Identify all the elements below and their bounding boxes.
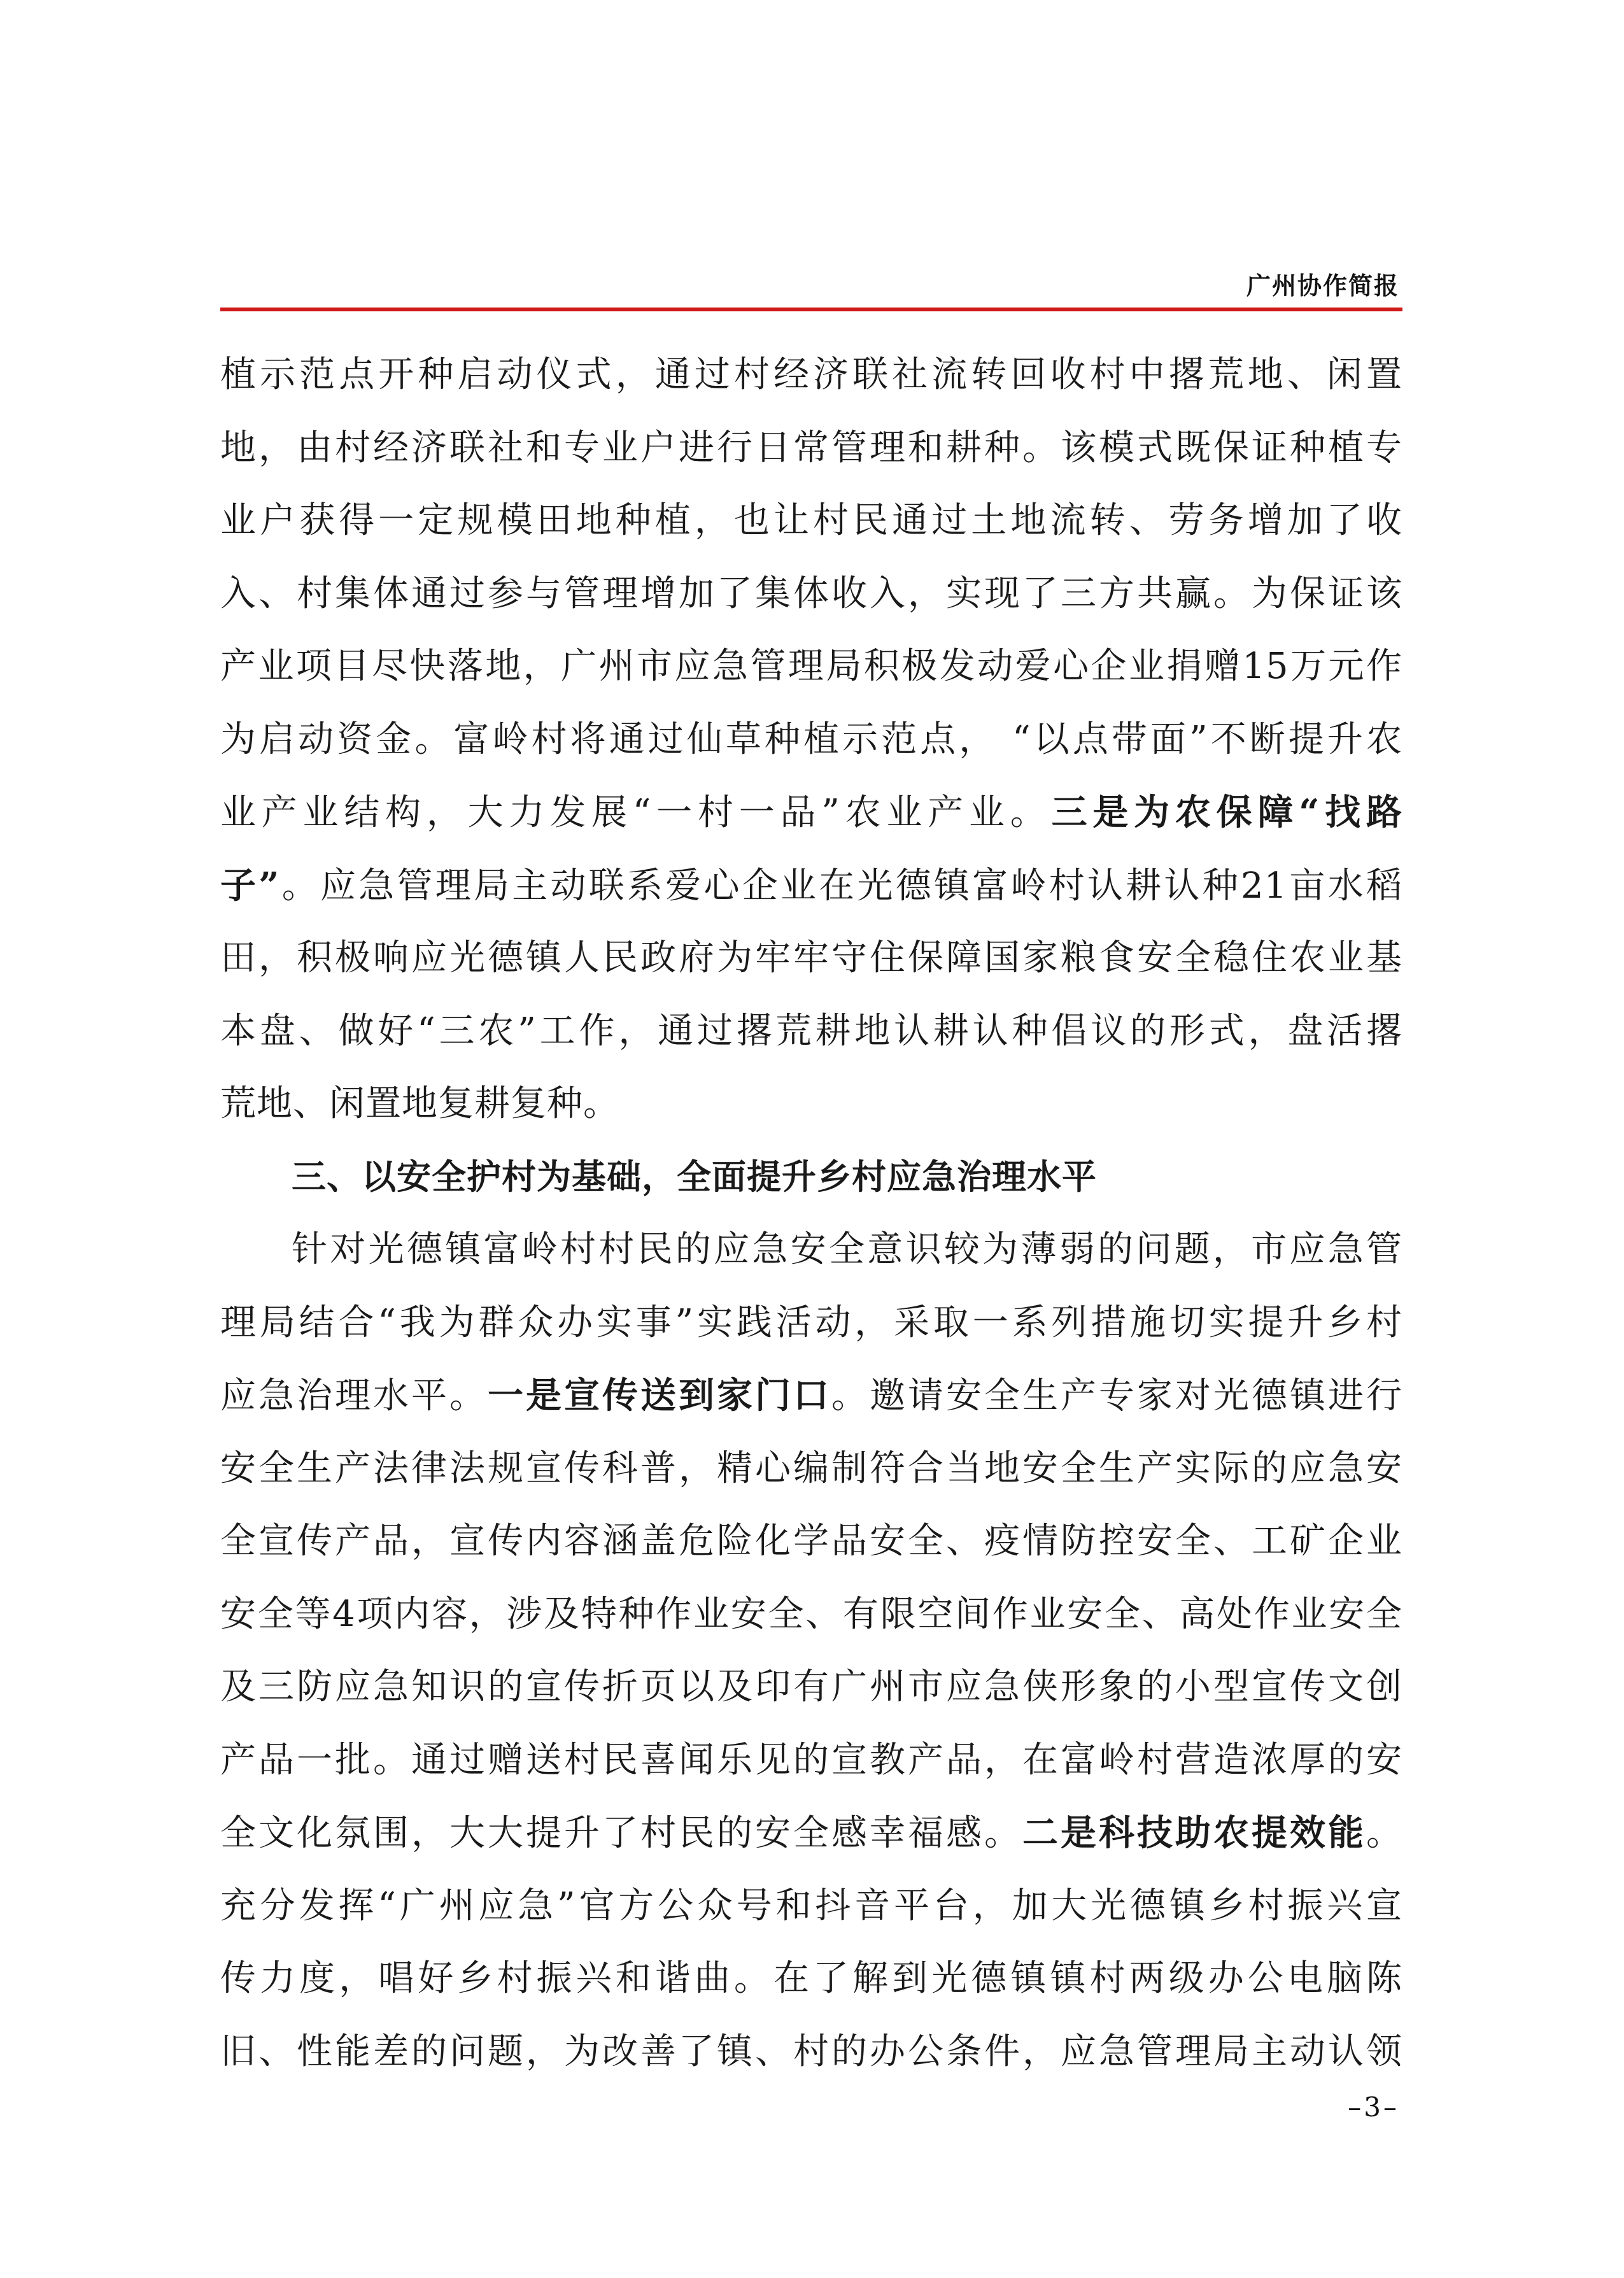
text-line: 安全等4项内容，涉及特种作业安全、有限空间作业安全、高处作业安全	[220, 1593, 1402, 1635]
publication-title: 广州协作简报	[1246, 271, 1399, 300]
text-line: 田，积极响应光德镇人民政府为牢牢守住保障国家粮食安全稳住农业基	[220, 937, 1402, 979]
text-line: 业户获得一定规模田地种植，也让村民通过土地流转、劳务增加了收	[220, 500, 1402, 541]
text-line: 子”。应急管理局主动联系爱心企业在光德镇富岭村认耕认种21亩水稻	[220, 864, 1402, 907]
text-line: 安全生产法律法规宣传科普，精心编制符合当地安全生产实际的应急安	[220, 1447, 1402, 1489]
bold-phrase: 二是科技助农提效能	[1022, 1812, 1366, 1854]
bold-phrase: 子”	[220, 864, 280, 907]
text-line: 针对光德镇富岭村村民的应急安全意识较为薄弱的问题，市应急管	[292, 1229, 1402, 1270]
text-line: 旧、性能差的问题，为改善了镇、村的办公条件，应急管理局主动认领	[220, 2030, 1402, 2072]
text-line: 产品一批。通过赠送村民喜闻乐见的宣教产品，在富岭村营造浓厚的安	[220, 1739, 1402, 1781]
text-line: 植示范点开种启动仪式，通过村经济联社流转回收村中撂荒地、闲置	[220, 354, 1402, 395]
text-line: 业产业结构，大力发展“一村一品”农业产业。三是为农保障“找路	[220, 791, 1402, 833]
article-body	[220, 339, 1402, 2088]
text-line: 本盘、做好“三农”工作，通过撂荒耕地认耕认种倡议的形式，盘活撂	[220, 1010, 1402, 1052]
text-line: 应急治理水平。一是宣传送到家门口。邀请安全生产专家对光德镇进行	[220, 1375, 1402, 1417]
text-line: 产业项目尽快落地，广州市应急管理局积极发动爱心企业捐赠15万元作	[220, 646, 1402, 687]
text-line: 及三防应急知识的宣传折页以及印有广州市应急侠形象的小型宣传文创	[220, 1666, 1402, 1708]
page-number: –3–	[1348, 2091, 1399, 2123]
text-line: 全宣传产品，宣传内容涵盖危险化学品安全、疫情防控安全、工矿企业	[220, 1520, 1402, 1562]
bold-phrase: 三是为农保障“找路	[1051, 791, 1402, 833]
text-line: 充分发挥“广州应急”官方公众号和抖音平台，加大光德镇乡村振兴宣	[220, 1885, 1402, 1927]
text-line: 传力度，唱好乡村振兴和谐曲。在了解到光德镇镇村两级办公电脑陈	[220, 1958, 1402, 1999]
text-line: 荒地、闲置地复耕复种。	[220, 1083, 619, 1124]
section-heading: 三、以安全护村为基础，全面提升乡村应急治理水平	[292, 1156, 1097, 1197]
text-line: 入、村集体通过参与管理增加了集体收入，实现了三方共赢。为保证该	[220, 572, 1402, 614]
text-line: 理局结合“我为群众办实事”实践活动，采取一系列措施切实提升乡村	[220, 1301, 1402, 1343]
text-line: 地，由村经济联社和专业户进行日常管理和耕种。该模式既保证种植专	[220, 427, 1402, 469]
header-rule	[220, 308, 1402, 311]
text-line: 为启动资金。富岭村将通过仙草种植示范点， “以点带面”不断提升农	[220, 718, 1402, 760]
bold-phrase: 一是宣传送到家门口	[488, 1375, 831, 1417]
text-line: 全文化氛围，大大提升了村民的安全感幸福感。二是科技助农提效能。	[220, 1812, 1402, 1854]
